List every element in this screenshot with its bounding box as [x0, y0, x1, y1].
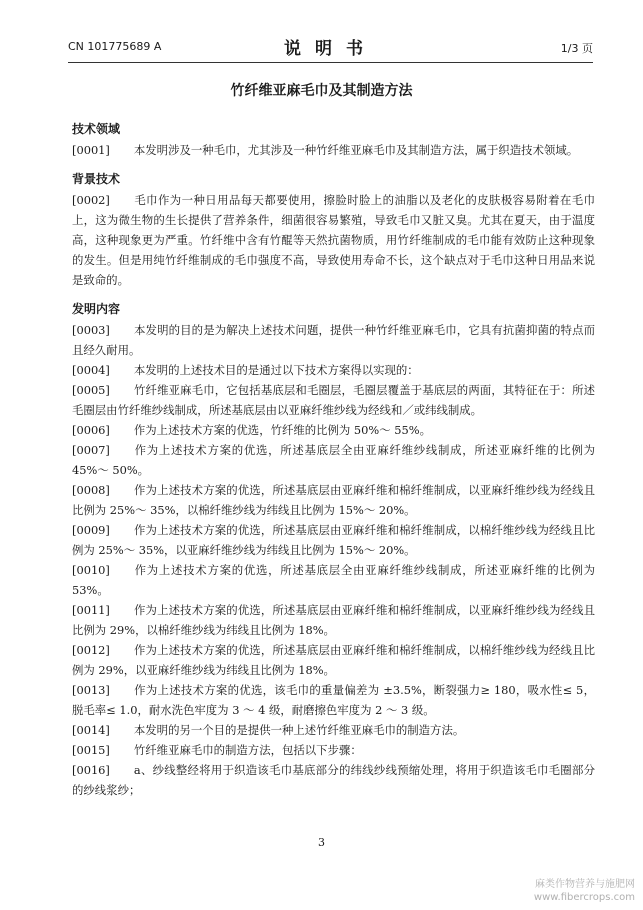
- paragraph: [72, 480, 595, 520]
- section-heading: 技术领域: [72, 122, 121, 136]
- paragraph: [72, 680, 595, 720]
- paragraph-text: 本发明的上述技术目的是通过以下技术方案得以实现的：: [133, 363, 419, 377]
- paragraph-number: [0016]: [72, 763, 110, 777]
- paragraph-number: [0011]: [72, 603, 110, 617]
- paragraph-number: [0009]: [72, 523, 110, 537]
- paragraph-number: [0006]: [72, 423, 110, 437]
- paragraph-number: [0010]: [72, 563, 110, 577]
- paragraph-text: 作为上述技术方案的优选，所述基底层由亚麻纤维和棉纤维制成，以棉纤维纱线为经线且比例为 29%，以亚麻纤维纱线为纬线且比例为 18%。: [72, 643, 595, 677]
- watermark-site-name: 麻类作物营养与施肥网: [535, 879, 635, 890]
- paragraph: [72, 140, 595, 160]
- paragraph-text: 作为上述技术方案的优选，该毛巾的重量偏差为 ±3.5%，断裂强力≥ 180，吸水性≤ 5，脱毛率≤ 1.0，耐水洗色牢度为 3 ～ 4 级，耐磨擦色牢度为 2 ～ 3 级。: [72, 683, 595, 717]
- paragraph: [72, 360, 595, 380]
- paragraph: [72, 560, 595, 600]
- paragraph-number: [0003]: [72, 323, 110, 337]
- paragraph: [72, 190, 595, 290]
- paragraph-number: [0012]: [72, 643, 110, 657]
- paragraph-text: 作为上述技术方案的优选，所述基底层全由亚麻纤维纱线制成，所述亚麻纤维的比例为 53%。: [72, 563, 595, 597]
- paragraph-text: 作为上述技术方案的优选，竹纤维的比例为 50%～ 55%。: [133, 423, 431, 437]
- paragraph: [72, 720, 595, 740]
- paragraph-text: 作为上述技术方案的优选，所述基底层由亚麻纤维和棉纤维制成，以亚麻纤维纱线为经线且比例为 29%，以棉纤维纱线为纬线且比例为 18%。: [72, 603, 595, 637]
- document-title: 竹纤维亚麻毛巾及其制造方法: [230, 83, 413, 99]
- doc-type-title: 说明书: [284, 39, 377, 59]
- section-heading: 背景技术: [72, 172, 121, 186]
- paragraph-text: 毛巾作为一种日用品每天都要使用，擦脸时脸上的油脂以及老化的皮肤极容易附着在毛巾上，这为微生物的生长提供了营养条件，细菌很容易繁殖，导致毛巾又脏又臭。尤其在夏天，由于温度高，这种现象更为严重。竹纤维中含有竹醌等天然抗菌物质，用竹纤维制成的毛巾能有效防止这种现象的发生。但是用纯竹纤维制成的毛巾强度不高，导致使用寿命不长，这个缺点对于毛巾这种日用品来说是致命的。: [72, 193, 595, 287]
- paragraph-number: [0004]: [72, 363, 110, 377]
- page-number: 3: [318, 836, 325, 849]
- paragraph-text: 作为上述技术方案的优选，所述基底层全由亚麻纤维纱线制成，所述亚麻纤维的比例为 45%～ 50%。: [72, 443, 595, 477]
- paragraph-text: 本发明的另一个目的是提供一种上述竹纤维亚麻毛巾的制造方法。: [133, 723, 465, 737]
- paragraph-number: [0007]: [72, 443, 110, 457]
- paragraph: [72, 600, 595, 640]
- paragraph-text: 竹纤维亚麻毛巾，它包括基底层和毛圈层，毛圈层覆盖于基底层的两面，其特征在于：所述毛圈层由竹纤维纱线制成，所述基底层由以亚麻纤维纱线为经线和／或纬线制成。: [72, 383, 595, 417]
- paragraph: [72, 440, 595, 480]
- paragraph: [72, 640, 595, 680]
- paragraph-number: [0013]: [72, 683, 110, 697]
- paragraph-text: 本发明涉及一种毛巾，尤其涉及一种竹纤维亚麻毛巾及其制造方法，属于织造技术领域。: [133, 143, 579, 157]
- paragraph-number: [0002]: [72, 193, 110, 207]
- paragraph-text: 作为上述技术方案的优选，所述基底层由亚麻纤维和棉纤维制成，以亚麻纤维纱线为经线且比例为 25%～ 35%，以棉纤维纱线为纬线且比例为 15%～ 20%。: [72, 483, 595, 517]
- page-header: [68, 32, 593, 63]
- paragraph: [72, 740, 595, 760]
- patent-number: CN 101775689 A: [68, 40, 162, 53]
- paragraph-number: [0014]: [72, 723, 110, 737]
- paragraph: [72, 380, 595, 420]
- paragraph-text: a、纱线整经将用于织造该毛巾基底部分的纬线纱线预缩处理，将用于织造该毛巾毛圈部分的纱线浆纱；: [72, 763, 595, 797]
- paragraph-number: [0005]: [72, 383, 110, 397]
- paragraph: [72, 320, 595, 360]
- paragraph-text: 本发明的目的是为解决上述技术问题，提供一种竹纤维亚麻毛巾，它具有抗菌抑菌的特点而且经久耐用。: [72, 323, 595, 357]
- page-info: 1/3 页: [560, 42, 593, 55]
- paragraph-number: [0015]: [72, 743, 110, 757]
- paragraph-number: [0001]: [72, 143, 110, 157]
- document-body: [72, 118, 595, 800]
- paragraph-number: [0008]: [72, 483, 110, 497]
- paragraph-text: 作为上述技术方案的优选，所述基底层由亚麻纤维和棉纤维制成，以棉纤维纱线为经线且比例为 25%～ 35%，以亚麻纤维纱线为纬线且比例为 15%～ 20%。: [72, 523, 595, 557]
- paragraph: [72, 420, 595, 440]
- watermark: [534, 878, 635, 904]
- paragraph: [72, 760, 595, 800]
- section-heading: 发明内容: [72, 302, 121, 316]
- paragraph-text: 竹纤维亚麻毛巾的制造方法，包括以下步骤：: [133, 743, 362, 757]
- watermark-url: www.fibercrops.com: [533, 892, 635, 903]
- paragraph: [72, 520, 595, 560]
